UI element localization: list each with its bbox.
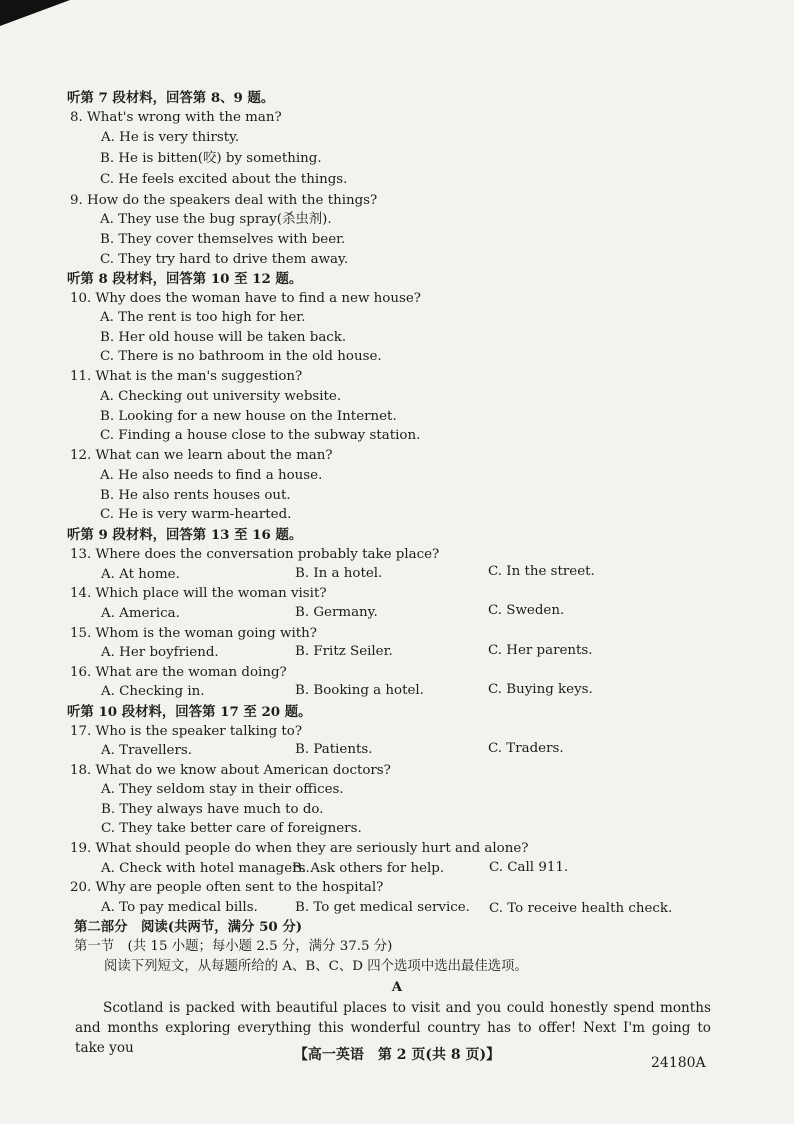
- question-15-option-c: C. Her parents.: [488, 643, 593, 658]
- scan-corner-mark: [0, 0, 70, 26]
- question-15-stem: 15. Whom is the woman going with?: [70, 626, 317, 641]
- section-header-8-9: 听第 7 段材料，回答第 8、9 题。: [67, 90, 275, 106]
- question-12-stem: 12. What can we learn about the man?: [70, 448, 333, 463]
- question-11-option-c: C. Finding a house close to the subway station.: [100, 428, 421, 443]
- question-11-option-b: B. Looking for a new house on the Internet.: [100, 409, 397, 424]
- question-17-stem: 17. Who is the speaker talking to?: [70, 724, 303, 739]
- question-17-option-c: C. Traders.: [488, 741, 564, 756]
- section-one-title: 第一节 (共 15 小题；每小题 2.5 分，满分 37.5 分): [74, 939, 393, 954]
- question-18-option-a: A. They seldom stay in their offices.: [101, 782, 344, 797]
- question-10-option-c: C. There is no bathroom in the old house.: [100, 349, 382, 364]
- question-17-option-a: A. Travellers.: [101, 743, 193, 758]
- passage-letter: A: [391, 979, 403, 995]
- question-20-stem: 20. Why are people often sent to the hospital?: [70, 880, 384, 895]
- question-18-stem: 18. What do we know about American doctors?: [70, 763, 391, 778]
- question-14-option-a: A. America.: [101, 606, 180, 621]
- question-20-option-a: A. To pay medical bills.: [101, 900, 258, 915]
- question-8-option-b: B. He is bitten(咬) by something.: [100, 151, 322, 166]
- question-19-option-c: C. Call 911.: [489, 860, 569, 875]
- question-16-option-c: C. Buying keys.: [488, 682, 593, 697]
- question-12-option-b: B. He also rents houses out.: [100, 488, 291, 503]
- question-9-stem: 9. How do the speakers deal with the things?: [70, 193, 378, 208]
- question-20-option-c: C. To receive health check.: [489, 901, 673, 916]
- question-16-option-a: A. Checking in.: [101, 684, 205, 699]
- question-10-stem: 10. Why does the woman have to find a new house?: [70, 291, 421, 306]
- question-13-option-b: B. In a hotel.: [295, 566, 383, 581]
- question-11-stem: 11. What is the man's suggestion?: [70, 369, 303, 384]
- question-18-option-b: B. They always have much to do.: [101, 802, 324, 817]
- question-19-option-a: A. Check with hotel managers.: [101, 861, 310, 876]
- section-header-10-12: 听第 8 段材料，回答第 10 至 12 题。: [67, 271, 303, 287]
- question-8-option-a: A. He is very thirsty.: [101, 130, 240, 145]
- question-19-stem: 19. What should people do when they are seriously hurt and alone?: [70, 841, 529, 856]
- section-header-13-16: 听第 9 段材料，回答第 13 至 16 题。: [67, 527, 303, 543]
- question-14-option-b: B. Germany.: [295, 605, 378, 620]
- reading-instruction: 阅读下列短文，从每题所给的 A、B、C、D 四个选项中选出最佳选项。: [104, 959, 528, 974]
- question-10-option-b: B. Her old house will be taken back.: [100, 330, 347, 345]
- question-15-option-b: B. Fritz Seiler.: [295, 644, 393, 659]
- question-12-option-c: C. He is very warm-hearted.: [100, 507, 292, 522]
- question-9-option-b: B. They cover themselves with beer.: [100, 232, 346, 247]
- question-10-option-a: A. The rent is too high for her.: [100, 310, 306, 325]
- question-9-option-a: A. They use the bug spray(杀虫剂).: [100, 212, 332, 227]
- question-13-option-a: A. At home.: [101, 567, 180, 582]
- question-12-option-a: A. He also needs to find a house.: [100, 468, 323, 483]
- part-two-title: 第二部分 阅读(共两节，满分 50 分): [74, 919, 303, 935]
- section-header-17-20: 听第 10 段材料，回答第 17 至 20 题。: [67, 704, 312, 720]
- question-20-option-b: B. To get medical service.: [295, 900, 470, 915]
- page-footer-title: 【高一英语 第 2 页(共 8 页)】: [293, 1047, 501, 1063]
- question-8-stem: 8. What's wrong with the man?: [70, 110, 282, 125]
- question-16-stem: 16. What are the woman doing?: [70, 665, 287, 680]
- question-13-stem: 13. Where does the conversation probably take place?: [70, 547, 440, 562]
- question-15-option-a: A. Her boyfriend.: [101, 645, 219, 660]
- question-14-option-c: C. Sweden.: [488, 603, 565, 618]
- question-18-option-c: C. They take better care of foreigners.: [101, 821, 362, 836]
- passage-a-text: Scotland is packed with beautiful places to visit and you could honestly spend months and months exploring everything this wonderful country has to offer! Next I'm going to take you: [75, 1000, 711, 1056]
- question-14-stem: 14. Which place will the woman visit?: [70, 586, 327, 601]
- question-8-option-c: C. He feels excited about the things.: [100, 172, 348, 187]
- question-16-option-b: B. Booking a hotel.: [295, 683, 424, 698]
- question-9-option-c: C. They try hard to drive them away.: [100, 252, 349, 267]
- question-13-option-c: C. In the street.: [488, 564, 595, 579]
- question-19-option-b: B. Ask others for help.: [292, 861, 445, 876]
- page-footer-code: 24180A: [651, 1055, 706, 1071]
- question-17-option-b: B. Patients.: [295, 742, 373, 757]
- question-11-option-a: A. Checking out university website.: [100, 389, 342, 404]
